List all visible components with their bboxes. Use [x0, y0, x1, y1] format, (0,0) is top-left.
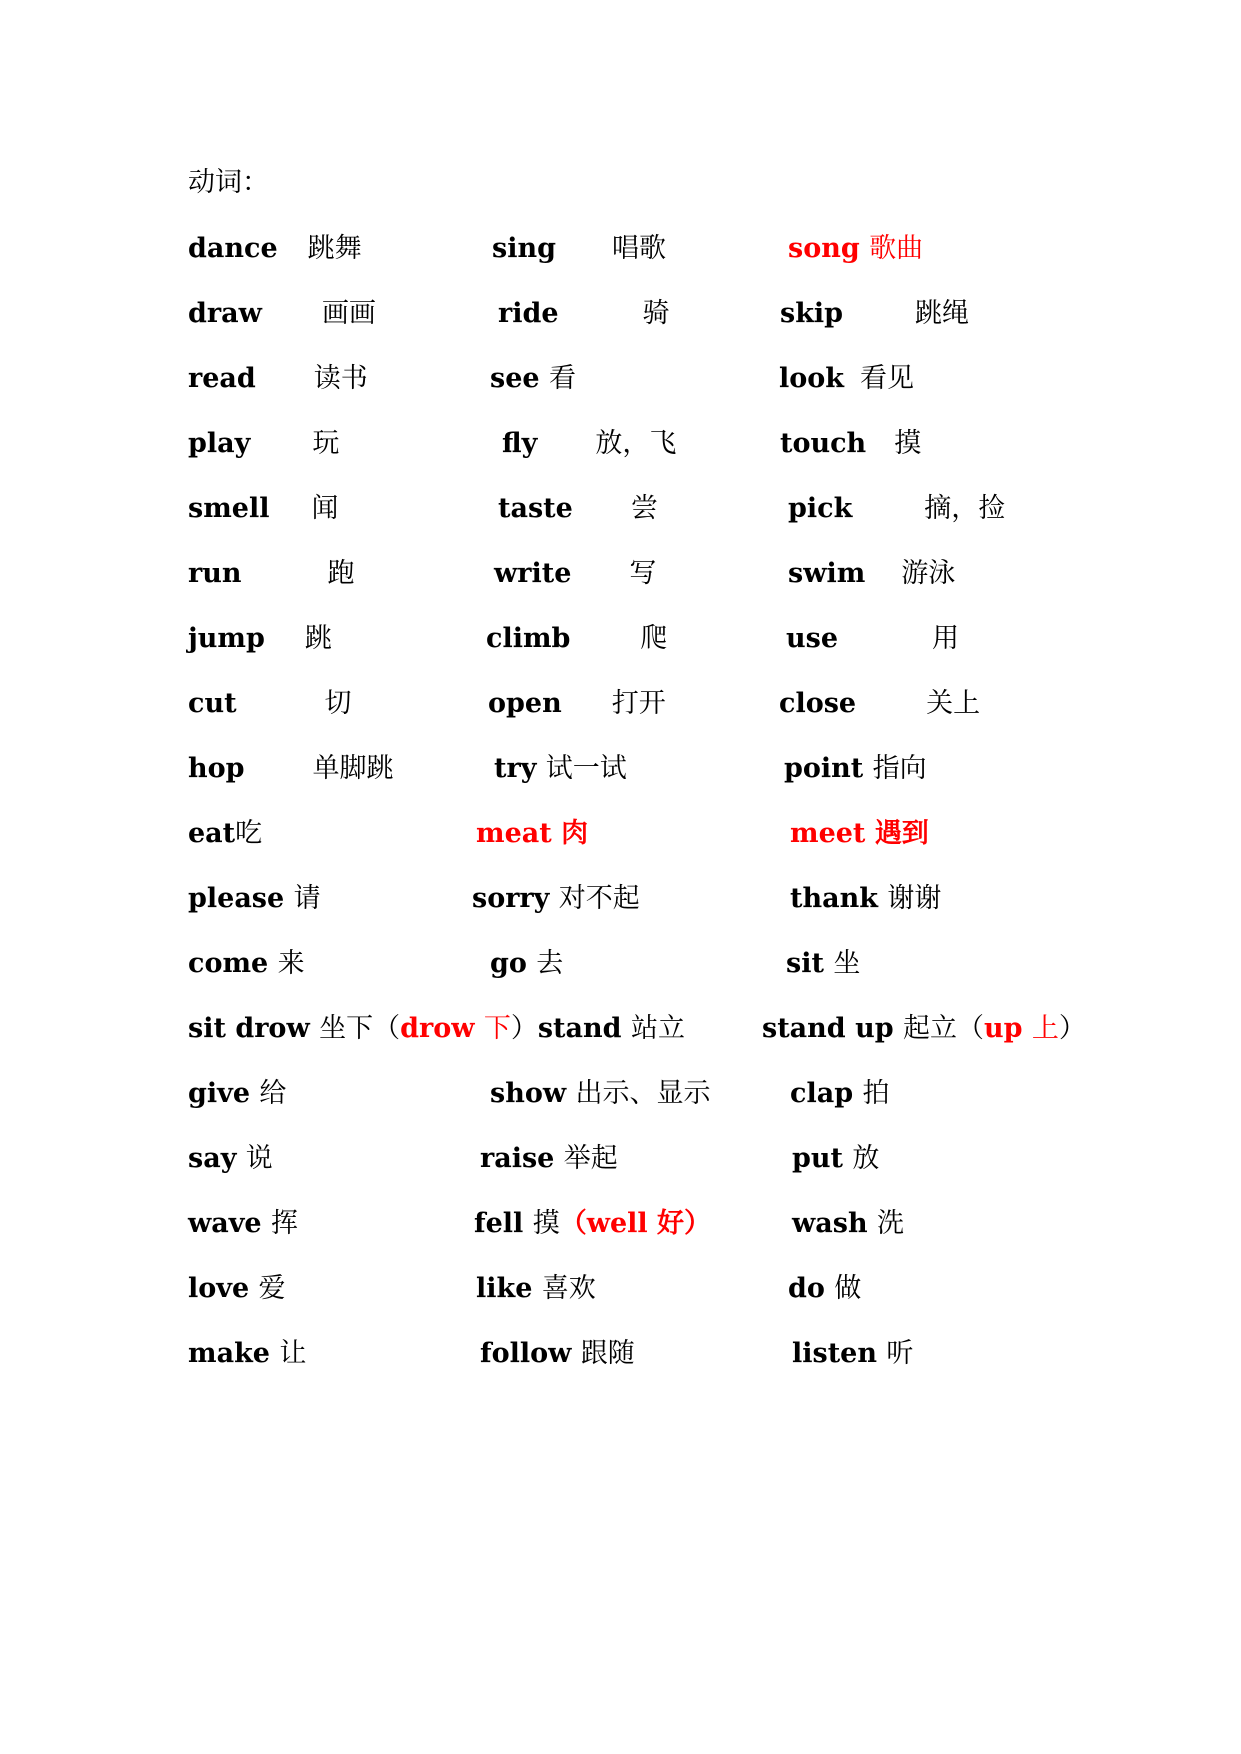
word-play: play 玩	[188, 428, 340, 459]
word-taste: taste 尝	[498, 493, 658, 524]
word-make: make 让	[188, 1338, 307, 1369]
note-drow: drow	[400, 1013, 475, 1044]
word-try: try 试一试	[494, 753, 627, 784]
word-clap: clap 拍	[790, 1078, 890, 1109]
word-pick: pick 摘，捡	[788, 493, 1006, 524]
word-look: look 看见	[779, 363, 914, 394]
heading-verbs: 动词：	[188, 167, 269, 198]
word-show: show 出示、显示	[490, 1078, 711, 1109]
word-see: see 看	[490, 363, 576, 394]
word-thank: thank 谢谢	[790, 883, 942, 914]
word-swim: swim 游泳	[788, 558, 956, 589]
word-use: use 用	[786, 623, 960, 654]
word-point: point 指向	[784, 753, 927, 784]
word-eat: eat吃	[188, 818, 263, 849]
word-fly: fly 放，飞	[502, 428, 677, 459]
word-wash: wash 洗	[792, 1208, 904, 1239]
note-up: up	[984, 1013, 1023, 1044]
word-please: please 请	[188, 883, 321, 914]
word-hop: hop 单脚跳	[188, 753, 394, 784]
word-read: read 读书	[188, 363, 368, 394]
word-meat: meat 肉	[476, 818, 589, 849]
word-listen: listen 听	[792, 1338, 914, 1369]
word-climb: climb 爬	[486, 623, 668, 654]
word-cut: cut 切	[188, 688, 352, 719]
word-love: love 爱	[188, 1273, 286, 1304]
word-ride: ride 骑	[498, 298, 670, 329]
word-fell: fell 摸（well 好）	[474, 1208, 712, 1239]
word-skip: skip 跳绳	[780, 298, 970, 329]
word-write: write 写	[494, 558, 657, 589]
word-go: go 去	[490, 948, 564, 979]
word-stand-up: stand up 起立（up 上）	[762, 1013, 1086, 1044]
word-give: give 给	[188, 1078, 287, 1109]
word-wave: wave 挥	[188, 1208, 299, 1239]
word-dance: dance 跳舞	[188, 233, 362, 264]
word-stand: stand	[537, 1013, 622, 1044]
word-sit-drow: sit drow 坐下（drow 下）stand 站立	[188, 1013, 685, 1044]
word-sit: sit 坐	[786, 948, 861, 979]
note-well: （well 好）	[559, 1208, 712, 1239]
word-meet: meet 遇到	[790, 818, 929, 849]
word-raise: raise 举起	[480, 1143, 618, 1174]
word-touch: touch 摸	[780, 428, 922, 459]
word-song: song 歌曲	[788, 233, 924, 264]
word-follow: follow 跟随	[480, 1338, 635, 1369]
word-jump: jump 跳	[188, 623, 332, 654]
note-shang: 上	[1031, 1013, 1059, 1044]
word-come: come 来	[188, 948, 305, 979]
word-close: close 关上	[779, 688, 981, 719]
word-smell: smell 闻	[188, 493, 339, 524]
word-do: do 做	[788, 1273, 862, 1304]
word-sing: sing 唱歌	[492, 233, 666, 264]
word-say: say 说	[188, 1143, 273, 1174]
word-draw: draw 画画	[188, 298, 376, 329]
word-open: open 打开	[488, 688, 666, 719]
word-put: put 放	[792, 1143, 880, 1174]
note-xia: 下	[483, 1013, 511, 1044]
word-run: run 跑	[188, 558, 355, 589]
word-sorry: sorry 对不起	[472, 883, 640, 914]
word-like: like 喜欢	[476, 1273, 596, 1304]
